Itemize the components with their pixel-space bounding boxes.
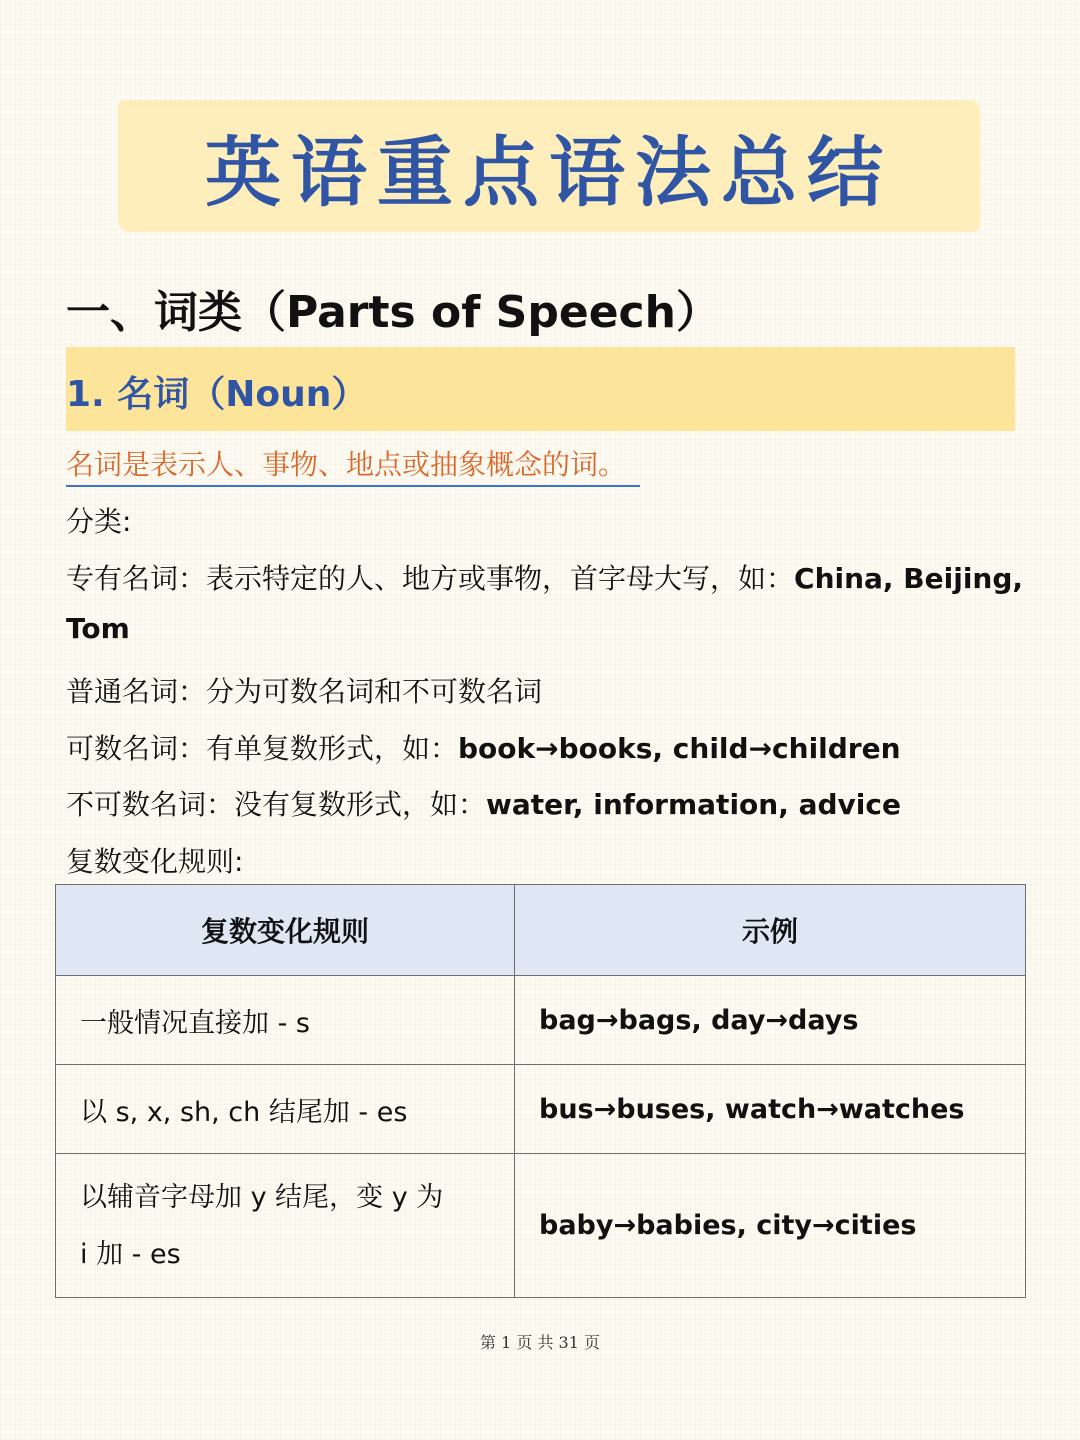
example-cell: baby→babies, city→cities — [515, 1154, 1026, 1298]
table-header-row — [56, 885, 1026, 976]
rule-cell: 以 s, x, sh, ch 结尾加 - es — [56, 1065, 515, 1154]
table-header-example: 示例 — [515, 885, 1026, 976]
example-cell: bus→buses, watch→watches — [515, 1065, 1026, 1154]
table-row — [56, 1154, 1026, 1298]
uncountable-noun-examples: water, information, advice — [486, 788, 901, 821]
section-heading: 一、词类（Parts of Speech） — [66, 287, 720, 338]
plural-rules-label: 复数变化规则: — [66, 845, 244, 878]
uncountable-noun-line — [66, 783, 901, 823]
subsection-heading: 1. 名词（Noun） — [66, 374, 368, 415]
proper-noun-examples: China, Beijing, — [794, 562, 1024, 595]
classification-label: 分类: — [66, 505, 132, 538]
table-row — [56, 1065, 1026, 1154]
rule-cell — [56, 1154, 515, 1298]
plural-rules-table — [55, 884, 1026, 1298]
page-title: 英语重点语法总结 — [205, 127, 893, 217]
rule-cell-line-2: i 加 - es — [80, 1238, 181, 1270]
rule-cell: 一般情况直接加 - s — [56, 976, 515, 1065]
proper-noun-line — [66, 557, 1023, 597]
proper-noun-text: 专有名词：表示特定的人、地方或事物，首字母大写，如： — [66, 562, 795, 595]
rule-cell-line-1: 以辅音字母加 y 结尾，变 y 为 — [80, 1181, 444, 1213]
countable-noun-examples: book→books, child→children — [458, 732, 901, 765]
proper-noun-line-cont — [66, 612, 130, 645]
uncountable-noun-text: 不可数名词：没有复数形式，如： — [66, 788, 487, 821]
table-header-rule: 复数变化规则 — [56, 885, 515, 976]
example-cell: bag→bags, day→days — [515, 976, 1026, 1065]
proper-noun-examples-cont: Tom — [66, 612, 130, 645]
countable-noun-line — [66, 727, 901, 767]
noun-definition: 名词是表示人、事物、地点或抽象概念的词。 — [66, 443, 640, 487]
title-banner — [118, 100, 980, 232]
page-number: 第 1 页 共 31 页 — [480, 1333, 600, 1352]
common-noun-line: 普通名词：分为可数名词和不可数名词 — [66, 675, 543, 708]
table-row — [56, 976, 1026, 1065]
countable-noun-text: 可数名词：有单复数形式，如： — [66, 732, 459, 765]
